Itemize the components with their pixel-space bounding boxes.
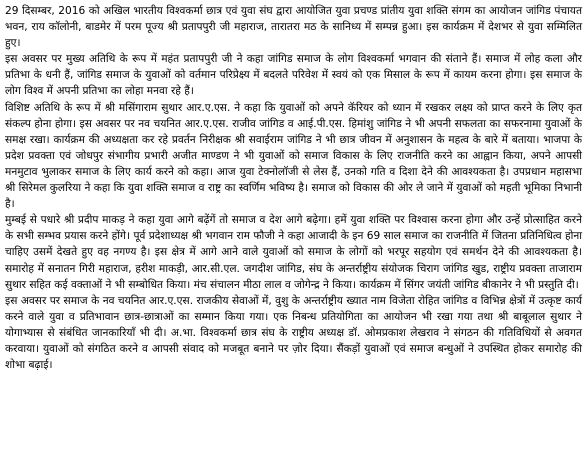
article-paragraph: इस अवसर पर मुख्य अतिथि के रूप में महंत प्रतापपुरी जी ने कहा जांगिड समाज के लोग विश्वकर्मा भगवान की संताने हैं। समाज में लोह कला और प्रतिभा के धनी हैं, जांगिड समाज के युवाओं को वर्तमान परिप्रेक्ष्य में बदलते परिवेश में स्वयं को एक मिसाल के रूप में कायम करना होगा। इस समाज के लोग विश्व में अपनी प्रतिभा का लोहा मनवा रहे हैं। bbox=[5, 53, 582, 98]
article-paragraph: 29 दिसम्बर, 2016 को अखिल भारतीय विश्वकर्मा छात्र एवं युवा संघ द्वारा आयोजित युवा प्रचण्ड प्रांतीय युवा शक्ति संगम का आयोजन जांगिड पंचायत भवन, राय कॉलोनी, बाडमेर में परम पूज्य श्री प्रतापपुरी जी महाराज, तारातरा मठ के सानिध्य में सम्पन्न हुआ। इस कार्यक्रम में देशभर से युवा सम्मिलित हुए। bbox=[5, 5, 582, 50]
article-paragraph: इस अवसर पर समाज के नव चयनित आर.ए.एस. राजकीय सेवाओं में, वुशु के अन्तर्राष्ट्रीय ख्यात नाम विजेता रोहित जांगिड व विभिन्न क्षेत्रों में उत्कृष्ट कार्य करने वाले युवा व प्रतिभावान छात्र-छात्राओं का सम्मान किया गया। एक निबन्ध प्रतियोगिता का आयोजन भी रखा गया तथा श्री बाबूलाल सुथार ने योगाभ्यास से संबंधित जानकारियाँ भी दी। अ.भा. विश्वकर्मा छात्र संघ के राष्ट्रीय अध्यक्ष डॉ. ओमप्रकाश लेखराव ने संगठन की गतिविधियों से अवगत करवाया। युवाओं को संगठित करने व आपसी संवाद को मजबूत बनाने पर ज़ोर दिया। सैंकड़ों युवाओं एवं समाज बन्धुओं ने उपस्थित होकर समारोह की शोभा बढ़ाई। bbox=[5, 294, 582, 372]
article-paragraph: मुम्बई से पधारे श्री प्रदीप माकड़ ने कहा युवा आगे बढ़ेंगें तो समाज व देश आगे बढ़ेगा। हमें युवा शक्ति पर विश्वास करना होगा और उन्हें प्रोत्साहित करने के सभी सम्भव प्रयास करने होंगे। पूर्व प्रदेशाध्यक्ष श्री भगवान राम फौजी ने कहा आजादी के इन 69 साल समाज का राजनीति में जितना प्रतिनिधित्व होना चाहिए उसमें देखते हुए वह नगण्य है। इस क्षेत्र में आगे आने वाले युवाओं को समाज के लोगों को भरपूर सहयोग एवं समर्थन देने की आवश्यकता है। समारोह में सनातन गिरी महाराज, हरीश माकड़ी, आर.सी.एल. जगदीश जांगिड, संघ के अन्तर्राष्ट्रीय संयोजक चिराग जांगिड खुड, राष्ट्रीय प्रवक्ता ताजाराम सुथार सहित कई वक्ताओं ने भी सम्बोधित किया। मंच संचालन मीठा लाल व जोगेन्द्र ने किया। कार्यक्रम में सिंगर जयंती जांगिड बीकानेर ने भी प्रस्तुति दी। bbox=[5, 214, 582, 291]
article-paragraph: विशिष्ट अतिथि के रूप में श्री मसिंगाराम सुथार आर.ए.एस. ने कहा कि युवाओं को अपने कॅरियर को ध्यान में रखकर लक्ष्य को प्राप्त करने के लिए कृत संकल्प होना होगा। इस अवसर पर नव चयनित आर.ए.एस. राजीव जांगिड व आई.पी.एस. हिमांशु जांगिड ने भी अपनी सफलता का सफरनामा युवाओं के समक्ष रखा। कार्यक्रम की अध्यक्षता कर रहे प्रवर्तन निरीक्षक श्री सवाईराम जांगिड ने भी छात्र जीवन में अनुशासन के महत्व के बारे में बताया। भाजपा के प्रदेश प्रवक्ता एवं जोधपुर संभागीय प्रभारी अजीत माण्डण ने भी युवाओं को समाज विकास के लिए राजनीति करने का आह्वान किया, अपने आपसी मनमुटाव भुलाकर समाज के लिए कार्य करने को कहा। आज युवा टेक्नोलॉजी से लेस हैं, उनको गति व दिशा देने की आवश्यकता है। उपप्रधान महासभा श्री सिरेमल कुलरिया ने कहा कि युवा शक्ति समाज व राष्ट्र का स्वर्णिम भविष्य है। समाज को विकास की ओर ले जाने में युवाओं को महती भूमिका निभानी है। bbox=[5, 101, 582, 211]
